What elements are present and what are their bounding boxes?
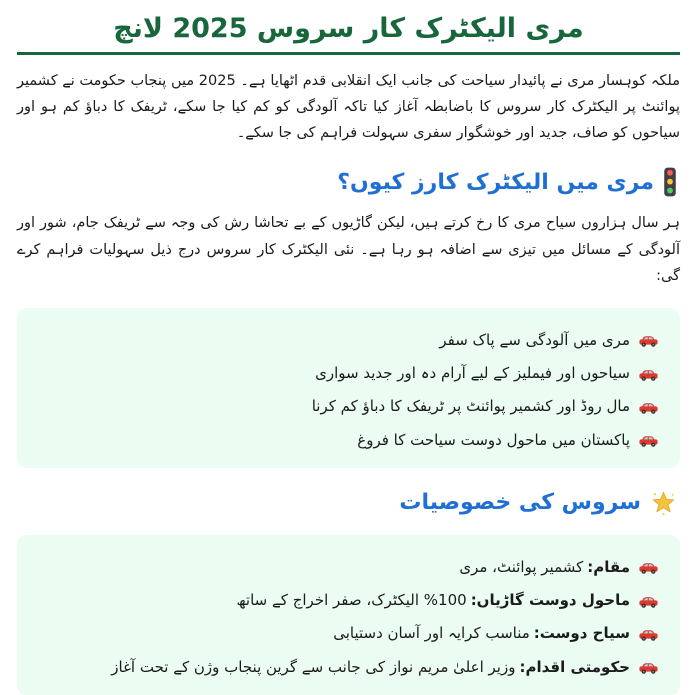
feature-value: وزیر اعلیٰ مریم نواز کی جانب سے گرین پنجاب وژن کے تحت آغاز [111, 657, 516, 676]
list-item [39, 395, 658, 418]
feature-value: کشمیر پوائنٹ، مری [459, 557, 584, 576]
red-car-icon [639, 561, 658, 575]
section-heading-features-label: سروس کی خصوصیات [399, 489, 641, 515]
feature-value: مناسب کرایہ اور آسان دستیابی [333, 624, 530, 643]
list-item [39, 329, 658, 352]
section-heading-features [20, 489, 677, 516]
why-benefits-list [39, 329, 658, 452]
section-heading-why [20, 167, 677, 197]
list-item-text [459, 556, 630, 579]
section-heading-why-label: مری میں الیکٹرک کارز کیوں؟ [337, 169, 654, 195]
red-car-icon [639, 368, 658, 382]
red-car-icon [639, 401, 658, 415]
list-item-text: پاکستان میں ماحول دوست سیاحت کا فروغ [357, 430, 630, 449]
red-car-icon [639, 628, 658, 642]
list-item-text: سیاحوں اور فیملیز کے لیے آرام دہ اور جدید سواری [315, 364, 630, 382]
page-header [17, 0, 680, 55]
page-title: مری الیکٹرک کار سروس 2025 لانچ [113, 13, 584, 44]
features-list [39, 556, 658, 679]
feature-label: سیاح دوست: [533, 624, 630, 643]
feature-label: ماحول دوست گاڑیاں: [470, 591, 630, 609]
list-item-text: مال روڈ اور کشمیر پوائنٹ پر ٹریفک کا دباؤ کم کرنا [311, 397, 630, 416]
list-item [39, 556, 658, 579]
list-item-text [333, 622, 630, 645]
list-item-text: مری میں آلودگی سے پاک سفر [439, 330, 630, 349]
list-item-text [236, 589, 630, 612]
why-benefits-box [17, 308, 680, 468]
red-car-icon [639, 334, 658, 348]
list-item [39, 622, 658, 645]
glowing-star-icon [650, 489, 677, 516]
feature-label: حکومتی اقدام: [519, 657, 630, 676]
list-item [39, 656, 658, 679]
features-box [17, 535, 680, 695]
list-item [39, 589, 658, 612]
why-paragraph: ہر سال ہزاروں سیاح مری کا رخ کرتے ہیں، لیکن گاڑیوں کے بے تحاشا رش کی وجہ سے ٹریفک جام، شور اور آلودگی کے مسائل میں تیزی سے اضافہ ہو رہا ہے۔ نئی الیکٹرک کار سروس درج ذیل سہولیات فراہم کرے گی: [17, 215, 680, 284]
list-item [39, 362, 658, 385]
red-car-icon [639, 661, 658, 675]
feature-label: مقام: [587, 557, 630, 576]
list-item-text [111, 656, 630, 679]
feature-value: 100% الیکٹرک، صفر اخراج کے ساتھ [236, 591, 467, 609]
red-car-icon [639, 595, 658, 609]
intro-paragraph: ملکہ کوہسار مری نے پائیدار سیاحت کی جانب ایک انقلابی قدم اٹھایا ہے۔ 2025 میں پنجاب حکومت نے کشمیر پوائنٹ پر الیکٹرک کار سروس کا باضابطہ آغاز کیا تاکہ آلودگی کو کم کیا جا سکے، ٹریفک کا دباؤ کم ہو اور سیاحوں کو صاف، جدید اور خوشگوار سفری سہولت فراہم کی جا سکے۔ [17, 73, 680, 142]
traffic-light-icon [663, 167, 677, 197]
red-car-icon [639, 434, 658, 448]
list-item [39, 429, 658, 452]
